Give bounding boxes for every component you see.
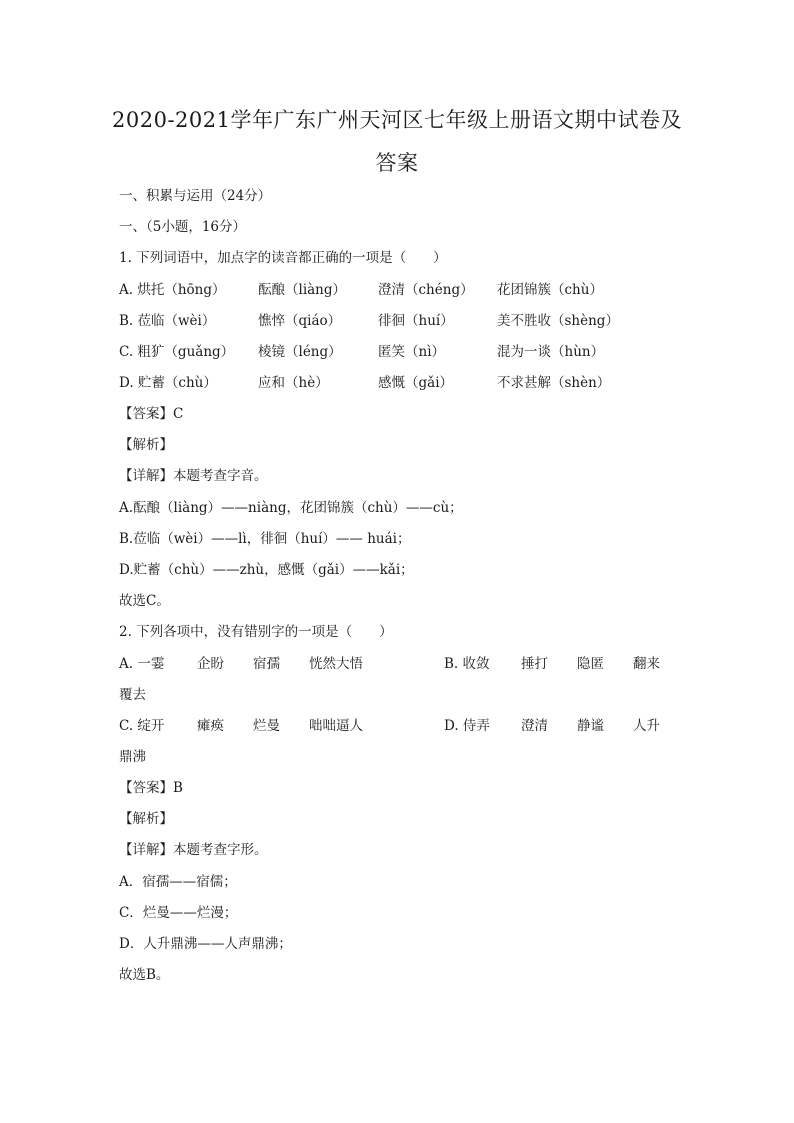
- q1-c-3: 匿笑（nì）: [378, 344, 446, 360]
- q1-answer: 【答案】C: [119, 406, 184, 422]
- q2-answer: 【答案】B: [119, 780, 183, 796]
- q2-c-3: 烂曼: [253, 718, 280, 734]
- q2-b-3: 隐匿: [577, 656, 604, 672]
- q2-d-4: 人升: [633, 718, 660, 734]
- q2-d-1: D. 侍弄: [444, 718, 490, 734]
- q1-c-1: C. 粗犷（guǎng）: [119, 344, 235, 360]
- subsection-heading: 一、（5小题，16分）: [119, 219, 247, 235]
- q1-detail: 【详解】本题考查字音。: [119, 468, 268, 484]
- q2-stem: 2. 下列各项中，没有错别字的一项是（ ）: [119, 624, 393, 640]
- q1-a-2: 酝酿（liàng）: [258, 282, 347, 298]
- q1-explanation-b: B.莅临（wèi）——lì，徘徊（huí）—— huái；: [119, 531, 411, 547]
- q2-a-3: 宿孺: [253, 656, 280, 672]
- q1-b-4: 美不胜收（shèng）: [497, 313, 619, 329]
- q2-a-2: 企盼: [197, 656, 224, 672]
- q2-explanation-d: D．人升鼎沸——人声鼎沸；: [119, 936, 292, 952]
- q1-c-2: 棱镜（léng）: [258, 344, 342, 360]
- q1-b-3: 徘徊（huí）: [378, 313, 454, 329]
- q1-stem: 1. 下列词语中，加点字的读音都正确的一项是（ ）: [119, 250, 447, 266]
- doc-title-line-1: 2020-2021学年广东广州天河区七年级上册语文期中试卷及: [112, 108, 682, 132]
- q1-explanation-d: D.贮蓄（chù）——zhù，感慨（gǎi）——kǎi；: [119, 562, 414, 578]
- q1-explanation-a: A.酝酿（liàng）——niàng，花团锦簇（chù）——cù；: [119, 500, 463, 516]
- q1-b-1: B. 莅临（wèi）: [119, 313, 216, 329]
- q1-d-2: 应和（hè）: [258, 375, 329, 391]
- q2-a-4: 恍然大悟: [309, 656, 363, 672]
- q2-a-1: A. 一霎: [119, 656, 165, 672]
- q2-explanation-a: A．宿孺——宿儒；: [119, 874, 237, 890]
- q1-analysis-label: 【解析】: [119, 437, 173, 453]
- q2-d-3: 静谧: [577, 718, 604, 734]
- q2-b-2: 捶打: [521, 656, 548, 672]
- q1-a-3: 澄清（chéng）: [378, 282, 474, 298]
- q2-d-2: 澄清: [521, 718, 548, 734]
- q2-d-wrap: 鼎沸: [119, 749, 146, 765]
- section-heading: 一、积累与运用（24分）: [119, 188, 272, 204]
- q1-d-3: 感慨（gǎi）: [378, 375, 454, 391]
- q2-c-2: 瘫痪: [197, 718, 224, 734]
- q2-analysis-label: 【解析】: [119, 811, 173, 827]
- q2-c-1: C. 绽开: [119, 718, 165, 734]
- q1-conclusion: 故选C。: [119, 593, 170, 609]
- q1-a-4: 花团锦簇（chù）: [497, 282, 603, 298]
- q2-b-1: B. 收敛: [444, 656, 490, 672]
- q1-d-4: 不求甚解（shèn）: [497, 375, 611, 391]
- q1-d-1: D. 贮蓄（chù）: [119, 375, 217, 391]
- doc-title-line-2: 答案: [375, 151, 419, 175]
- q1-a-1: A. 烘托（hōng）: [119, 282, 226, 298]
- q2-b-4: 翻来: [633, 656, 660, 672]
- q2-explanation-c: C．烂曼——烂漫；: [119, 905, 238, 921]
- q1-c-4: 混为一谈（hùn）: [497, 344, 605, 360]
- q2-detail: 【详解】本题考查字形。: [119, 842, 268, 858]
- q2-b-wrap: 覆去: [119, 687, 146, 703]
- q2-conclusion: 故选B。: [119, 967, 170, 983]
- q2-c-4: 咄咄逼人: [309, 718, 363, 734]
- q1-b-2: 憔悴（qiáo）: [258, 313, 342, 329]
